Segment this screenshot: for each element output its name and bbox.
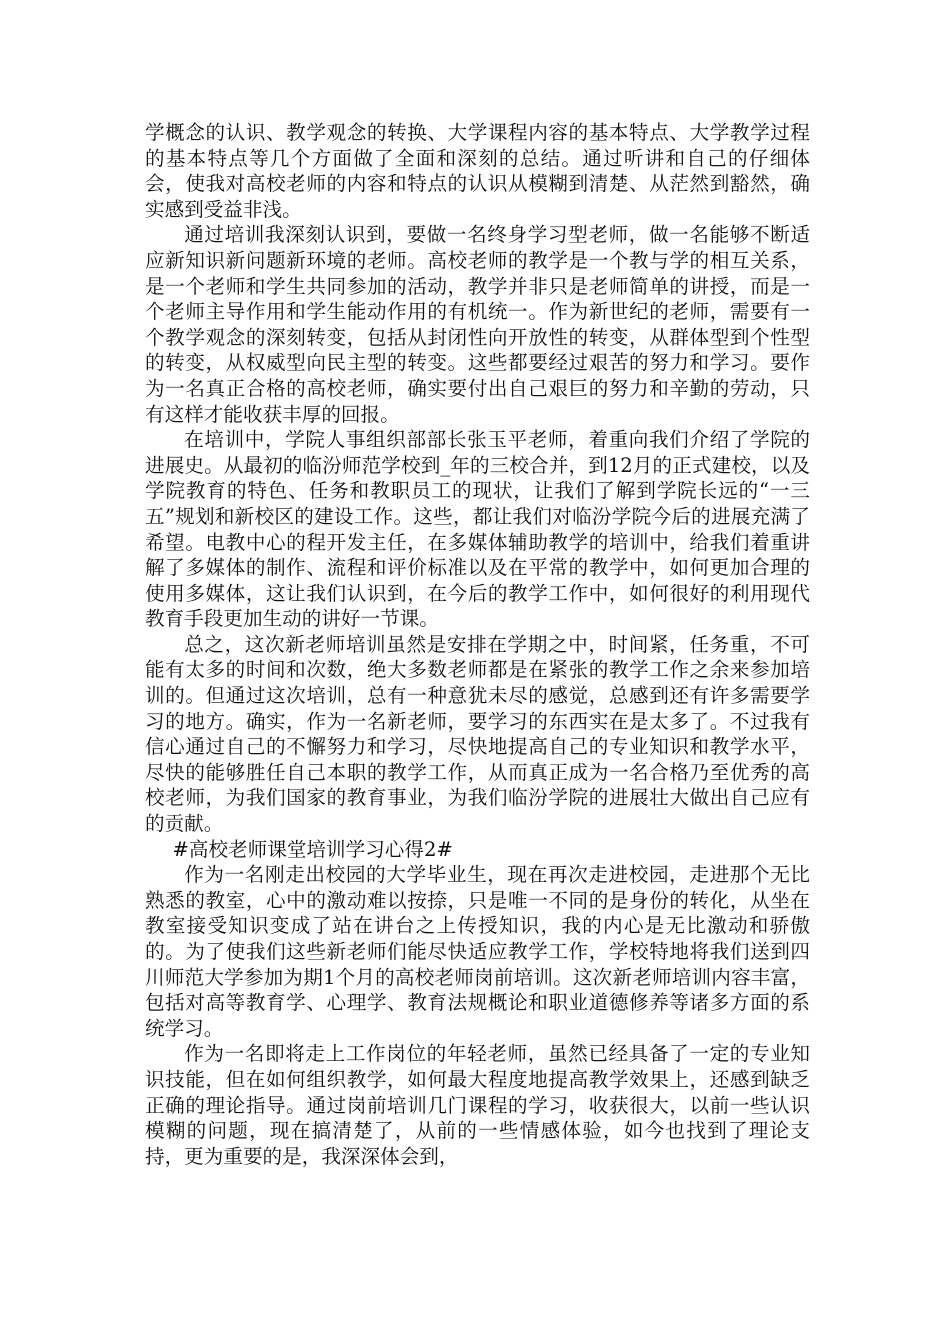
paragraph-college-history: 在培训中，学院人事组织部部长张玉平老师，着重向我们介绍了学院的进展史。从最初的临汾师范学校到_年的三校合并，到12月的正式建校，以及学院教育的特色、任务和教职员工的现状，让我们了解到学院长远的“一三五”规划和新校区的建设工作。这些，都让我们对临汾学院今后的进展充满了希望。电教中心的程开发主任，在多媒体辅助教学的培训中，给我们着重讲解了多媒体的制作、流程和评价标准以及在平常的教学中，如何更加合理的使用多媒体，这让我们认识到，在今后的教学工作中，如何很好的利用现代教育手段更加生动的讲好一节课。 — [145, 428, 810, 631]
paragraph-lifelong-learning: 通过培训我深刻认识到，要做一名终身学习型老师，做一名能够不断适应新知识新问题新环境的老师。高校老师的教学是一个教与学的相互关系，是一个老师和学生共同参加的活动，教学并非只是老师简单的讲授，而是一个老师主导作用和学生能动作用的有机统一。作为新世纪的老师，需要有一个教学观念的深刻转变，包括从封闭性向开放性的转变，从群体型到个性型的转变，从权威型向民主型的转变。这些都要经过艰苦的努力和学习。要作为一名真正合格的高校老师，确实要付出自己艰巨的努力和辛勤的劳动，只有这样才能收获丰厚的回报。 — [145, 223, 810, 426]
paragraph-continuation: 学概念的认识、教学观念的转换、大学课程内容的基本特点、大学教学过程的基本特点等几个方面做了全面和深刻的总结。通过听讲和自己的仔细体会，使我对高校老师的内容和特点的认识从模糊到清楚、从茫然到豁然，确实感到受益非浅。 — [145, 121, 810, 221]
document-page — [145, 120, 810, 1169]
paragraph-graduate: 作为一名刚走出校园的大学毕业生，现在再次走进校园，走进那个无比熟悉的教室，心中的激动难以按捺，只是唯一不同的是身份的转化，从坐在教室接受知识变成了站在讲台之上传授知识，我的内心是无比激动和骄傲的。为了使我们这些新老师们能尽快适应教学工作，学校特地将我们送到四川师范大学参加为期1个月的高校老师岗前培训。这次新老师培训内容丰富，包括对高等教育学、心理学、教育法规概论和职业道德修养等诸多方面的系统学习。 — [145, 863, 810, 1040]
paragraph-conclusion: 总之，这次新老师培训虽然是安排在学期之中，时间紧，任务重，不可能有太多的时间和次数，绝大多数老师都是在紧张的教学工作之余来参加培训的。但通过这次培训，总有一种意犹未尽的感觉，总感到还有许多需要学习的地方。确实，作为一名新老师，要学习的东西实在是太多了。不过我有信心通过自己的不懈努力和学习，尽快地提高自己的专业知识和教学水平，尽快的能够胜任自己本职的教学工作，从而真正成为一名合格乃至优秀的高校老师，为我们国家的教育事业，为我们临汾学院的进展壮大做出自己应有的贡献。 — [145, 632, 810, 836]
section-heading: #高校老师课堂培训学习心得2# — [172, 837, 453, 861]
paragraph-young-teacher: 作为一名即将走上工作岗位的年轻老师，虽然已经具备了一定的专业知识技能，但在如何组织教学，如何最大程度地提高教学效果上，还感到缺乏正确的理论指导。通过岗前培训几门课程的学习，收获很大，以前一些认识模糊的问题，现在搞清楚了，从前的一些情感体验，如今也找到了理论支持，更为重要的是，我深深体会到， — [145, 1042, 810, 1168]
